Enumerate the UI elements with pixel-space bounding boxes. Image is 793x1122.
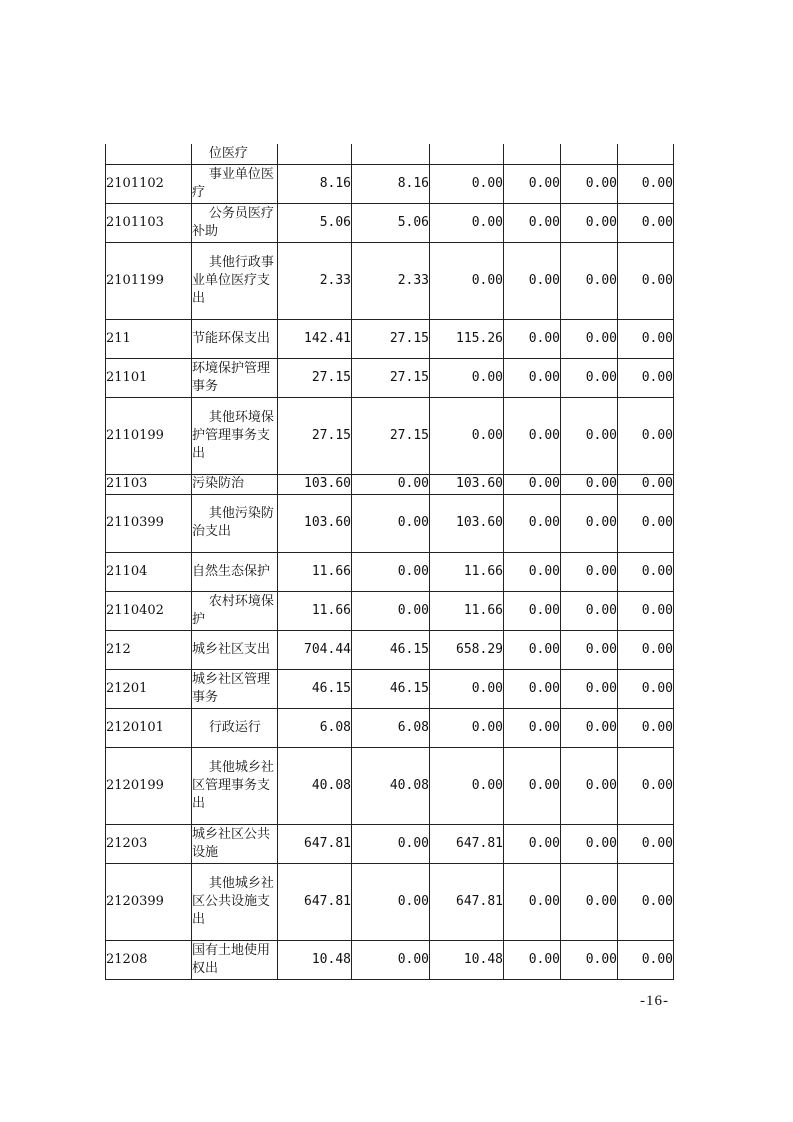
- subject-code-cell: 2101199: [106, 242, 192, 319]
- amount-cell: 27.15: [352, 358, 430, 397]
- amount-cell: 0.00: [504, 824, 561, 863]
- amount-cell: 11.66: [278, 591, 352, 630]
- amount-cell: [278, 144, 352, 164]
- amount-cell: 0.00: [561, 203, 618, 242]
- amount-cell: 27.15: [278, 358, 352, 397]
- amount-cell: 0.00: [618, 319, 674, 358]
- table-row: [106, 358, 674, 397]
- amount-cell: 0.00: [561, 863, 618, 940]
- amount-cell: 0.00: [561, 494, 618, 552]
- amount-cell: 0.00: [430, 203, 504, 242]
- subject-name-cell: 公务员医疗补助: [192, 203, 278, 242]
- amount-cell: 0.00: [504, 494, 561, 552]
- amount-cell: 0.00: [430, 358, 504, 397]
- amount-cell: 142.41: [278, 319, 352, 358]
- table-row: [106, 319, 674, 358]
- amount-cell: 0.00: [352, 552, 430, 591]
- amount-cell: 10.48: [430, 940, 504, 979]
- table-row: [106, 591, 674, 630]
- amount-cell: 0.00: [504, 358, 561, 397]
- amount-cell: 658.29: [430, 630, 504, 669]
- subject-name-cell: 污染防治: [192, 474, 278, 494]
- amount-cell: 0.00: [618, 397, 674, 474]
- amount-cell: 6.08: [352, 708, 430, 747]
- subject-name-cell: 环境保护管理事务: [192, 358, 278, 397]
- amount-cell: 0.00: [618, 824, 674, 863]
- amount-cell: 647.81: [278, 824, 352, 863]
- amount-cell: 0.00: [430, 708, 504, 747]
- subject-code-cell: 21103: [106, 474, 192, 494]
- subject-code-cell: 21201: [106, 669, 192, 708]
- table-row: [106, 708, 674, 747]
- amount-cell: 0.00: [618, 708, 674, 747]
- amount-cell: 0.00: [430, 669, 504, 708]
- subject-name-cell: 其他环境保护管理事务支出: [192, 397, 278, 474]
- subject-code-cell: 2120399: [106, 863, 192, 940]
- subject-name-cell: 其他城乡社区管理事务支出: [192, 747, 278, 824]
- subject-code-cell: 21208: [106, 940, 192, 979]
- subject-code-cell: 2110199: [106, 397, 192, 474]
- amount-cell: 8.16: [278, 164, 352, 203]
- page-number: -16-: [640, 993, 669, 1009]
- amount-cell: 0.00: [561, 358, 618, 397]
- table-row: [106, 747, 674, 824]
- amount-cell: 0.00: [352, 863, 430, 940]
- amount-cell: 0.00: [618, 940, 674, 979]
- subject-name-cell: 行政运行: [192, 708, 278, 747]
- amount-cell: 2.33: [352, 242, 430, 319]
- amount-cell: 0.00: [504, 669, 561, 708]
- table-row: [106, 203, 674, 242]
- amount-cell: 0.00: [618, 630, 674, 669]
- amount-cell: 0.00: [352, 474, 430, 494]
- amount-cell: 46.15: [352, 630, 430, 669]
- amount-cell: 10.48: [278, 940, 352, 979]
- subject-code-cell: 21101: [106, 358, 192, 397]
- subject-name-cell: 其他污染防治支出: [192, 494, 278, 552]
- amount-cell: 46.15: [352, 669, 430, 708]
- subject-code-cell: 2110402: [106, 591, 192, 630]
- amount-cell: 0.00: [561, 630, 618, 669]
- subject-name-cell: 位医疗: [192, 144, 278, 164]
- amount-cell: 647.81: [430, 824, 504, 863]
- amount-cell: [430, 144, 504, 164]
- amount-cell: 0.00: [618, 494, 674, 552]
- table-row: [106, 940, 674, 979]
- amount-cell: 11.66: [430, 552, 504, 591]
- amount-cell: 0.00: [504, 863, 561, 940]
- amount-cell: 0.00: [561, 242, 618, 319]
- amount-cell: 647.81: [278, 863, 352, 940]
- amount-cell: 0.00: [618, 474, 674, 494]
- table-row: [106, 494, 674, 552]
- table-row: [106, 474, 674, 494]
- amount-cell: [504, 144, 561, 164]
- amount-cell: 0.00: [561, 940, 618, 979]
- amount-cell: 0.00: [504, 164, 561, 203]
- amount-cell: 11.66: [278, 552, 352, 591]
- table-row: [106, 552, 674, 591]
- subject-name-cell: 自然生态保护: [192, 552, 278, 591]
- amount-cell: 27.15: [352, 319, 430, 358]
- subject-code-cell: 2120199: [106, 747, 192, 824]
- amount-cell: 0.00: [430, 242, 504, 319]
- subject-name-cell: 其他城乡社区公共设施支出: [192, 863, 278, 940]
- table-row: [106, 242, 674, 319]
- amount-cell: 0.00: [504, 474, 561, 494]
- amount-cell: 115.26: [430, 319, 504, 358]
- amount-cell: 6.08: [278, 708, 352, 747]
- subject-code-cell: 212: [106, 630, 192, 669]
- amount-cell: 0.00: [561, 397, 618, 474]
- table-row: [106, 863, 674, 940]
- amount-cell: 0.00: [504, 319, 561, 358]
- amount-cell: 704.44: [278, 630, 352, 669]
- amount-cell: 103.60: [430, 494, 504, 552]
- amount-cell: 0.00: [561, 552, 618, 591]
- subject-name-cell: 城乡社区管理事务: [192, 669, 278, 708]
- subject-code-cell: 2120101: [106, 708, 192, 747]
- amount-cell: 0.00: [504, 552, 561, 591]
- subject-name-cell: 城乡社区支出: [192, 630, 278, 669]
- table-row: [106, 164, 674, 203]
- amount-cell: 11.66: [430, 591, 504, 630]
- amount-cell: 0.00: [430, 397, 504, 474]
- amount-cell: 0.00: [618, 358, 674, 397]
- subject-name-cell: 其他行政事业单位医疗支出: [192, 242, 278, 319]
- budget-table: [105, 144, 674, 980]
- amount-cell: 0.00: [618, 669, 674, 708]
- amount-cell: 0.00: [618, 164, 674, 203]
- amount-cell: 0.00: [504, 940, 561, 979]
- amount-cell: 0.00: [618, 203, 674, 242]
- amount-cell: 103.60: [278, 474, 352, 494]
- subject-code-cell: 21203: [106, 824, 192, 863]
- amount-cell: 27.15: [278, 397, 352, 474]
- amount-cell: 0.00: [561, 319, 618, 358]
- amount-cell: 0.00: [352, 824, 430, 863]
- amount-cell: 0.00: [618, 552, 674, 591]
- amount-cell: 0.00: [561, 824, 618, 863]
- amount-cell: 0.00: [504, 242, 561, 319]
- amount-cell: 2.33: [278, 242, 352, 319]
- amount-cell: [352, 144, 430, 164]
- amount-cell: 0.00: [352, 940, 430, 979]
- table-row: [106, 144, 674, 164]
- amount-cell: 0.00: [561, 747, 618, 824]
- amount-cell: [618, 144, 674, 164]
- amount-cell: 40.08: [352, 747, 430, 824]
- amount-cell: 0.00: [504, 747, 561, 824]
- amount-cell: 0.00: [561, 669, 618, 708]
- amount-cell: 0.00: [618, 591, 674, 630]
- amount-cell: 0.00: [618, 863, 674, 940]
- subject-code-cell: 21104: [106, 552, 192, 591]
- amount-cell: 0.00: [352, 494, 430, 552]
- table-row: [106, 824, 674, 863]
- subject-name-cell: 国有土地使用权出: [192, 940, 278, 979]
- subject-code-cell: [106, 144, 192, 164]
- amount-cell: 0.00: [352, 591, 430, 630]
- subject-name-cell: 事业单位医疗: [192, 164, 278, 203]
- amount-cell: 0.00: [504, 708, 561, 747]
- amount-cell: 5.06: [278, 203, 352, 242]
- subject-name-cell: 节能环保支出: [192, 319, 278, 358]
- amount-cell: 103.60: [278, 494, 352, 552]
- amount-cell: 0.00: [618, 747, 674, 824]
- amount-cell: 0.00: [618, 242, 674, 319]
- amount-cell: 0.00: [561, 474, 618, 494]
- table-row: [106, 397, 674, 474]
- subject-code-cell: 2101103: [106, 203, 192, 242]
- amount-cell: 647.81: [430, 863, 504, 940]
- budget-table-body: [106, 144, 674, 979]
- amount-cell: 0.00: [561, 164, 618, 203]
- amount-cell: 0.00: [504, 591, 561, 630]
- amount-cell: 0.00: [430, 747, 504, 824]
- subject-code-cell: 211: [106, 319, 192, 358]
- amount-cell: 0.00: [561, 591, 618, 630]
- amount-cell: [561, 144, 618, 164]
- subject-code-cell: 2110399: [106, 494, 192, 552]
- table-row: [106, 630, 674, 669]
- amount-cell: 40.08: [278, 747, 352, 824]
- amount-cell: 103.60: [430, 474, 504, 494]
- amount-cell: 0.00: [504, 203, 561, 242]
- amount-cell: 8.16: [352, 164, 430, 203]
- amount-cell: 0.00: [504, 630, 561, 669]
- subject-name-cell: 农村环境保护: [192, 591, 278, 630]
- table-row: [106, 669, 674, 708]
- amount-cell: 0.00: [430, 164, 504, 203]
- amount-cell: 27.15: [352, 397, 430, 474]
- amount-cell: 0.00: [561, 708, 618, 747]
- amount-cell: 0.00: [504, 397, 561, 474]
- subject-name-cell: 城乡社区公共设施: [192, 824, 278, 863]
- subject-code-cell: 2101102: [106, 164, 192, 203]
- amount-cell: 5.06: [352, 203, 430, 242]
- amount-cell: 46.15: [278, 669, 352, 708]
